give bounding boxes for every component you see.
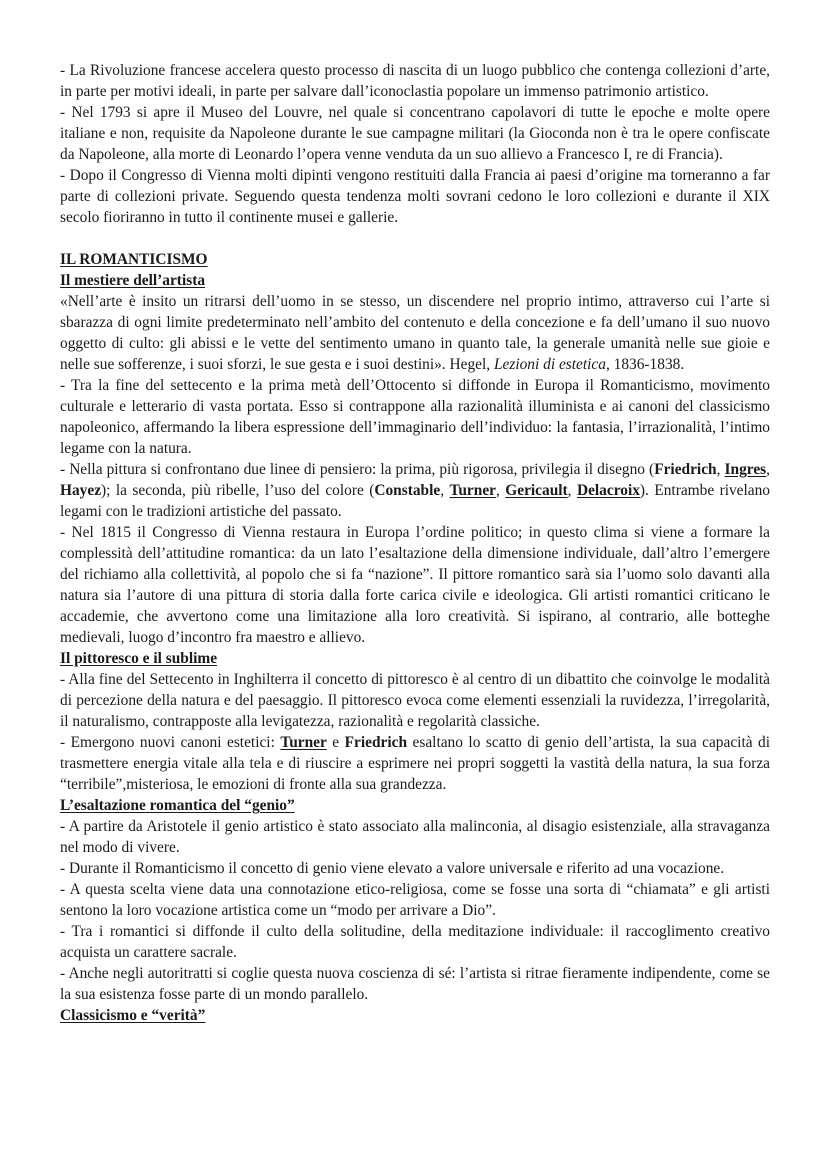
heading-pittoresco: Il pittoresco e il sublime — [60, 650, 218, 667]
artist-ingres-link[interactable]: Ingres — [724, 461, 767, 478]
spacer — [60, 228, 770, 249]
genio-paragraph-1: - A partire da Aristotele il genio artistico è stato associato alla malinconia, al disagio esistenziale, alla stravaganza nel modo di vivere. — [60, 818, 770, 856]
quote-work-title: Lezioni di estetica — [493, 356, 606, 373]
intro-paragraph-3: - Dopo il Congresso di Vienna molti dipinti vengono restituiti dalla Francia ai paesi d’origine ma torneranno a far parte di collezioni private. Seguendo questa tendenza molti sovrani cedono le loro collezioni e durante il XIX secolo fioriranno in tutto il continente musei e gallerie. — [60, 167, 770, 226]
artist-turner-link[interactable]: Turner — [449, 482, 496, 499]
section-title: IL ROMANTICISMO — [60, 251, 208, 268]
pittoresco-paragraph-2: - Emergono nuovi canoni estetici: Turner e Friedrich esaltano lo scatto di genio dell’artista, la sua capacità di trasmettere energia vitale alla tela e di riuscire a esprimere nei propri soggetti la vastità della natura, la sua forza “terribile”,misteriosa, le emozioni di fronte alla sua grandezza. — [60, 734, 771, 793]
artist-delacroix-link[interactable]: Delacroix — [576, 482, 640, 499]
hegel-quote: «Nell’arte è insito un ritrarsi dell’uomo in se stesso, un discendere nel proprio intimo, attraverso cui l’arte si sbarazza di ogni limite predeterminato nell’ambito del contenuto e della concezione e fa dell’umano il suo nuovo oggetto di culto: gli abissi e le vette del sentimento umano in quanto tale, la generale umanità nelle sue gioie e nelle sue sofferenze, i suoi sforzi, le sue gesta e i suoi destini». Hegel, Lezioni di estetica, 1836-1838. — [60, 293, 770, 373]
mestiere-paragraph-2: - Nella pittura si confrontano due linee di pensiero: la prima, più rigorosa, privilegia il disegno (Friedrich, Ingres, Hayez); la seconda, più ribelle, l’uso del colore (Constable, Turner, Gericault, Delacroix). Entrambe rivelano legami con le tradizioni artistiche del passato. — [60, 461, 771, 520]
genio-paragraph-5: - Anche negli autoritratti si coglie questa nuova coscienza di sé: l’artista si ritrae fieramente indipendente, come se la sua esistenza fosse parte di un mondo parallelo. — [60, 965, 770, 1003]
mestiere-paragraph-3: - Nel 1815 il Congresso di Vienna restaura in Europa l’ordine politico; in questo clima si viene a formare la complessità dell’attitudine romantica: da un lato l’esaltazione della dimensione individuale, dall’altro l’emergere del richiamo alla collettività, al popolo che si fa “nazione”. Il pittore romantico sarà sia l’uomo solo davanti alla natura sia l’autore di una pittura di storia dalla forte carica civile e ideologica. Gli artisti romantici criticano le accademie, che avvertono come una limitazione alla loro creatività. Si ispirano, al contrario, alle botteghe medievali, luogo d’incontro fra maestro e allievo. — [60, 524, 770, 646]
heading-classicismo: Classicismo e “verità” — [60, 1007, 206, 1024]
heading-genio: L’esaltazione romantica del “genio” — [60, 797, 295, 814]
artist-hayez: Hayez — [60, 482, 102, 499]
genio-paragraph-2: - Durante il Romanticismo il concetto di genio viene elevato a valore universale e riferito ad una vocazione. — [60, 860, 725, 877]
genio-paragraph-4: - Tra i romantici si diffonde il culto della solitudine, della meditazione individuale: il raccoglimento creativo acquista un carattere sacrale. — [60, 923, 770, 961]
pittoresco-paragraph-1: - Alla fine del Settecento in Inghilterra il concetto di pittoresco è al centro di un dibattito che coinvolge le modalità di percezione della natura e del paesaggio. Il pittoresco evoca come elementi essenziali la ruvidezza, l’irregolarità, il naturalismo, contrapposte alla levigatezza, razionalità e regolarità classiche. — [60, 671, 770, 730]
genio-paragraph-3: - A questa scelta viene data una connotazione etico-religiosa, come se fosse una sorta di “chiamata” e gli artisti sentono la loro vocazione artistica come un “modo per arrivare a Dio”. — [60, 881, 770, 919]
intro-paragraph-1: - La Rivoluzione francese accelera questo processo di nascita di un luogo pubblico che contenga collezioni d’arte, in parte per motivi ideali, in parte per salvare dall’iconoclastia popolare un immenso patrimonio artistico. — [60, 62, 770, 100]
artist-constable: Constable — [374, 482, 441, 499]
intro-paragraph-2: - Nel 1793 si apre il Museo del Louvre, nel quale si concentrano capolavori di tutte le epoche e molte opere italiane e non, requisite da Napoleone durante le sue campagne militari (la Gioconda non è tra le opere confiscate da Napoleone, alla morte di Leonardo l’opera venne venduta da un suo allievo a Francesco I, re di Francia). — [60, 104, 770, 163]
artist-friedrich: Friedrich — [654, 461, 717, 478]
artist-turner-link-2[interactable]: Turner — [280, 734, 327, 751]
heading-mestiere: Il mestiere dell’artista — [60, 272, 206, 289]
artist-friedrich-2: Friedrich — [344, 734, 408, 751]
mestiere-paragraph-1: - Tra la fine del settecento e la prima metà dell’Ottocento si diffonde in Europa il Romanticismo, movimento culturale e letterario di vasta portata. Esso si contrappone alla razionalità illuminista e ai canoni del classicismo napoleonico, affermando la libera espressione dell’immaginario dell’individuo: la fantasia, l’irrazionalità, l’intimo legame con la natura. — [60, 377, 770, 457]
artist-gericault-link[interactable]: Gericault — [505, 482, 568, 499]
